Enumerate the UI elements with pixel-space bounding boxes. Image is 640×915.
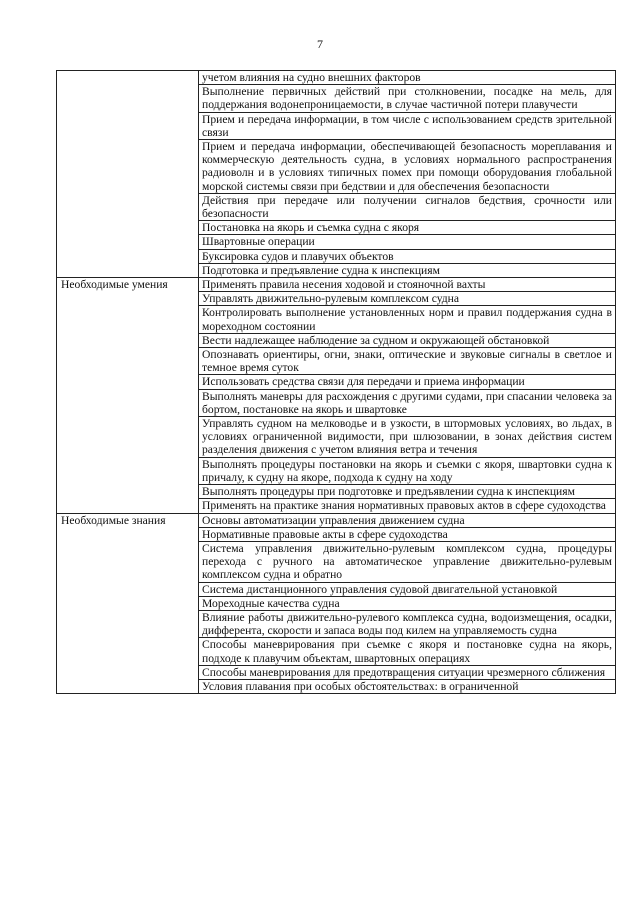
table-row — [57, 278, 616, 292]
table-cell-item: Условия плавания при особых обстоятельствах: в ограниченной — [199, 679, 616, 693]
table-row — [57, 513, 616, 527]
table-cell-item: Постановка на якорь и съемка судна с якоря — [199, 221, 616, 235]
table-cell-item: Нормативные правовые акты в сфере судоходства — [199, 527, 616, 541]
table-cell-item: учетом влияния на судно внешних факторов — [199, 71, 616, 85]
table-cell-item: Прием и передача информации, в том числе с использованием средств зрительной связи — [199, 112, 616, 139]
table-cell-item: Способы маневрирования для предотвращения ситуации чрезмерного сближения — [199, 665, 616, 679]
section-heading: Необходимые умения — [57, 278, 199, 513]
table-cell-item: Управлять судном на мелководье и в узкости, в штормовых условиях, во льдах, в условиях ограниченной видимости, при шлюзовании, в зонах действия систем разделения движения с учетом влияния ветра и течения — [199, 417, 616, 458]
page-number: 7 — [317, 37, 323, 51]
table-cell-item: Применять на практике знания нормативных правовых актов в сфере судоходства — [199, 499, 616, 513]
table-row — [57, 71, 616, 85]
table-cell-item: Швартовные операции — [199, 235, 616, 249]
table-cell-item: Прием и передача информации, обеспечивающей безопасность мореплавания и коммерческую деятельность судна, в условиях нормального распространения радиоволн и в условиях типичных помех при помощи оборудования глобальной морской системы связи при бедствии и для обеспечения безопасности — [199, 140, 616, 194]
table-cell-item: Основы автоматизации управления движением судна — [199, 513, 616, 527]
table-cell-item: Выполнять процедуры постановки на якорь и съемки с якоря, швартовки судна к причалу, к судну на якоре, подхода к судну на ходу — [199, 457, 616, 484]
table-cell-item: Система дистанционного управления судовой двигательной установкой — [199, 582, 616, 596]
table-cell-item: Использовать средства связи для передачи и приема информации — [199, 375, 616, 389]
table-cell-item: Способы маневрирования при съемке с якоря и постановке судна на якорь, подходе к плавучим объектам, швартовных операциях — [199, 638, 616, 665]
table-cell-item: Выполнять маневры для расхождения с другими судами, при спасании человека за бортом, постановке на якорь и швартовке — [199, 389, 616, 416]
table-cell-item: Управлять движительно-рулевым комплексом судна — [199, 292, 616, 306]
section-heading-empty — [57, 71, 199, 278]
table-cell-item: Применять правила несения ходовой и стояночной вахты — [199, 278, 616, 292]
competency-table-body — [57, 71, 616, 694]
competency-table — [56, 70, 616, 694]
table-cell-item: Действия при передаче или получении сигналов бедствия, срочности или безопасности — [199, 193, 616, 220]
table-cell-item: Мореходные качества судна — [199, 596, 616, 610]
table-cell-item: Выполнение первичных действий при столкновении, посадке на мель, для поддержания водонепроницаемости, в случае частичной потери плавучести — [199, 85, 616, 112]
section-heading: Необходимые знания — [57, 513, 199, 694]
table-cell-item: Выполнять процедуры при подготовке и предъявлении судна к инспекциям — [199, 485, 616, 499]
table-cell-item: Опознавать ориентиры, огни, знаки, оптические и звуковые сигналы в светлое и темное время суток — [199, 348, 616, 375]
table-cell-item: Вести надлежащее наблюдение за судном и окружающей обстановкой — [199, 333, 616, 347]
table-cell-item: Система управления движительно-рулевым комплексом судна, процедуры перехода с ручного на автоматическое управление движительно-рулевым комплексом судна и обратно — [199, 541, 616, 582]
table-cell-item: Контролировать выполнение установленных норм и правил поддержания судна в мореходном состоянии — [199, 306, 616, 333]
table-cell-item: Буксировка судов и плавучих объектов — [199, 249, 616, 263]
table-cell-item: Влияние работы движительно-рулевого комплекса судна, водоизмещения, осадки, дифферента, скорости и запаса воды под килем на управляемость судна — [199, 610, 616, 637]
table-cell-item: Подготовка и предъявление судна к инспекциям — [199, 263, 616, 277]
